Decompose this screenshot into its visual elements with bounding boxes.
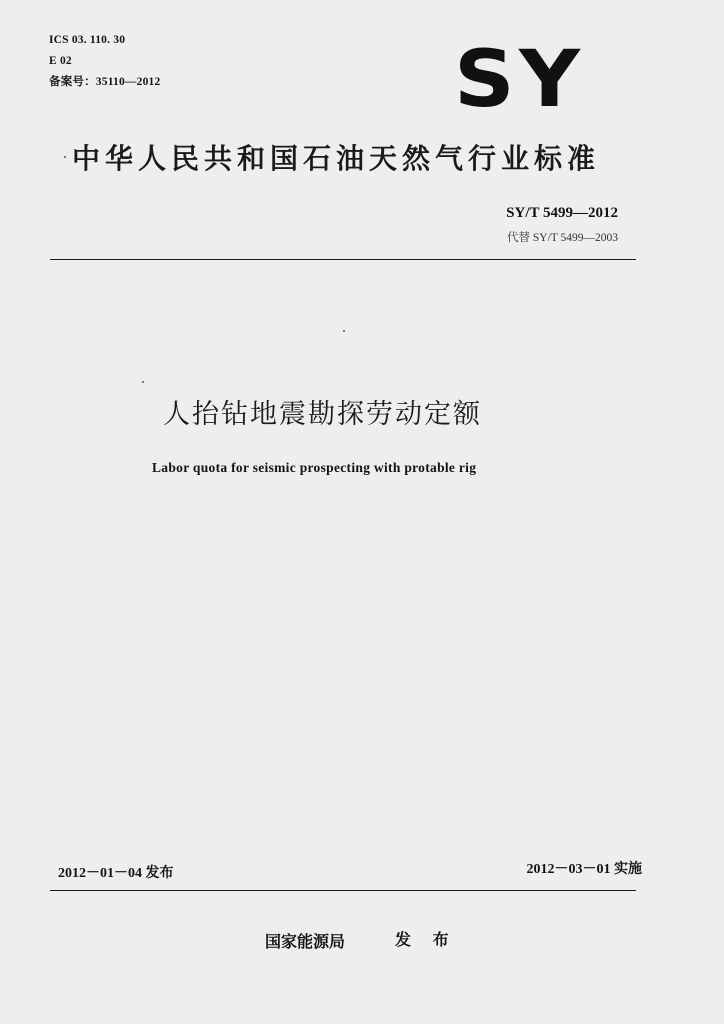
bottom-divider bbox=[50, 890, 636, 891]
scan-speck bbox=[64, 156, 66, 158]
ics-code: ICS 03. 110. 30 bbox=[49, 34, 126, 46]
implementation-date: 2012－03－01 实施 bbox=[526, 862, 642, 877]
publication-date: 2012－01－04 发布 bbox=[58, 866, 174, 881]
sy-logo: SY bbox=[454, 35, 585, 125]
filing-number: 备案号：35110—2012 bbox=[49, 76, 161, 88]
issuing-authority: 国家能源局 bbox=[265, 932, 346, 951]
header-metadata bbox=[49, 30, 160, 93]
scan-speck bbox=[343, 330, 345, 332]
issue-label: 发 布 bbox=[395, 930, 457, 949]
document-title-english: Labor quota for seismic prospecting with protable rig bbox=[152, 460, 477, 475]
replaces-standard: 代替 SY/T 5499—2003 bbox=[507, 232, 618, 244]
scan-speck bbox=[142, 381, 144, 383]
classification-code: E 02 bbox=[49, 55, 72, 67]
industry-standard-title: 中华人民共和国石油天然气行业标准 bbox=[72, 142, 601, 175]
standard-code: SY/T 5499—2012 bbox=[506, 205, 618, 221]
document-title-chinese: 人抬钻地震勘探劳动定额 bbox=[163, 399, 482, 430]
top-divider bbox=[50, 259, 636, 260]
